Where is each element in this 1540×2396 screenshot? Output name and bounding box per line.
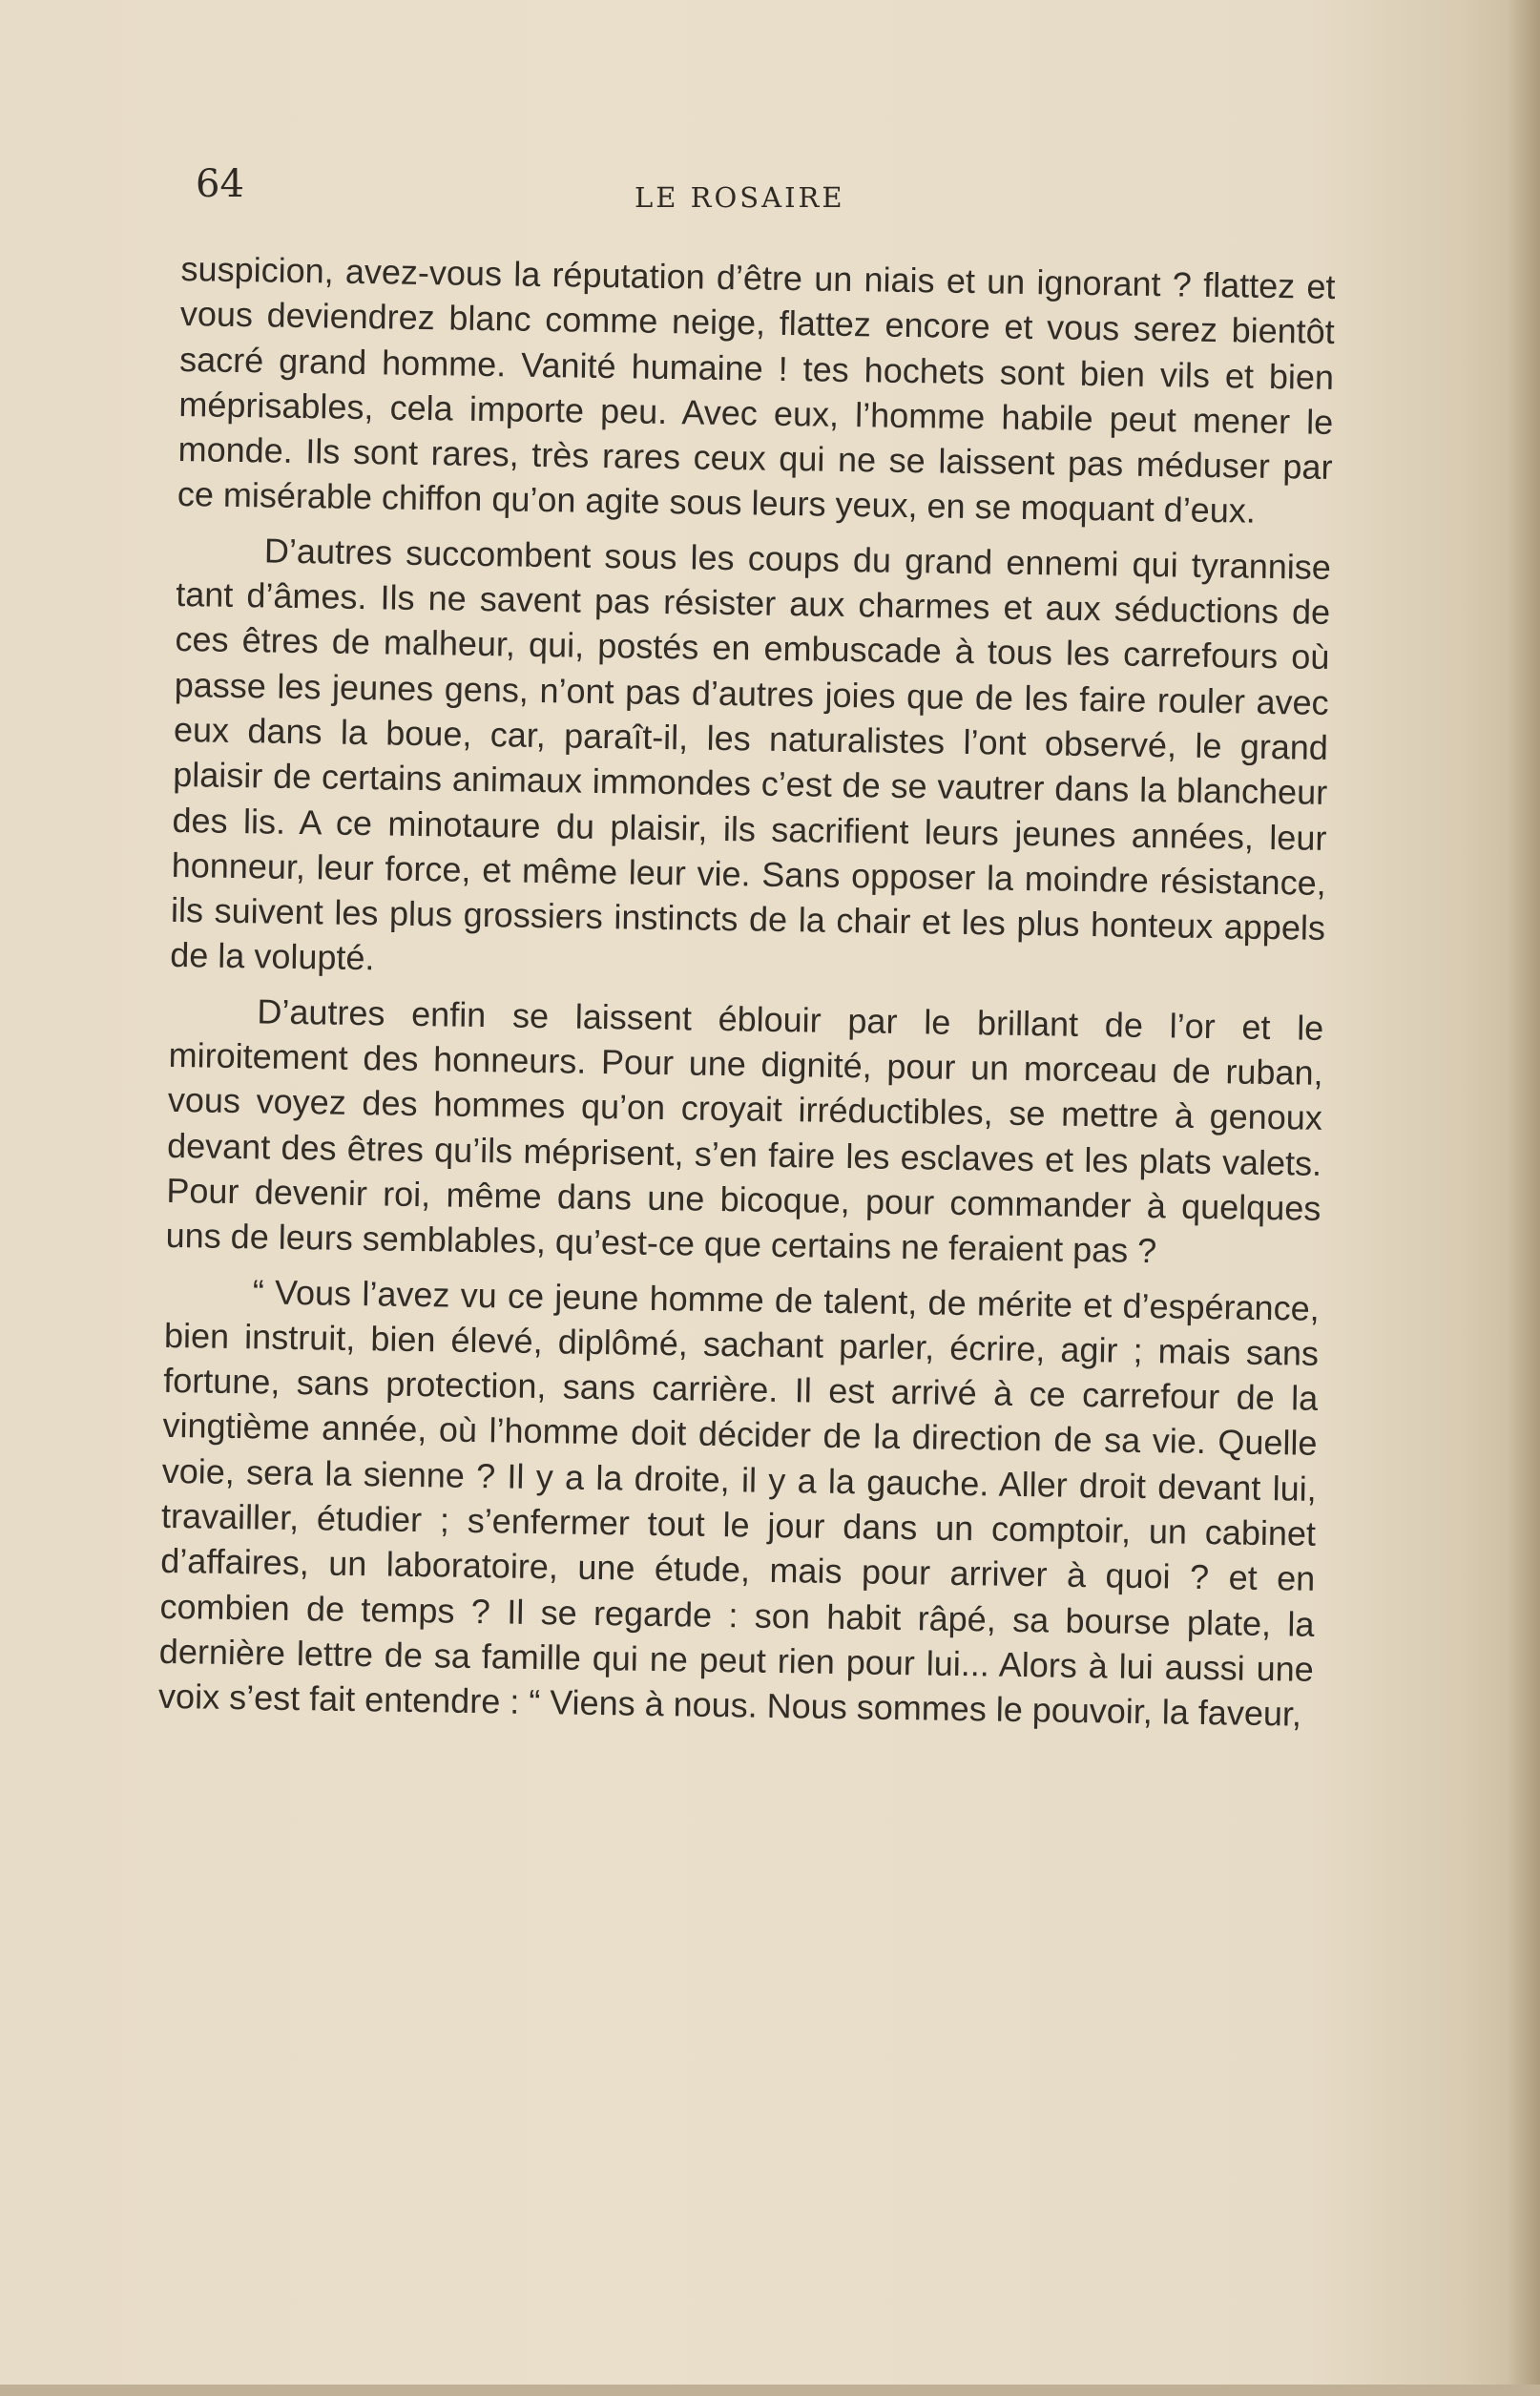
body-text	[158, 246, 1336, 1746]
paragraph-1: suspicion, avez-vous la réputation d’être un niais et un ignorant ? flattez et vous deviendrez blanc comme neige, flattez encore et vous serez bientôt sacré grand homme. Vanité humaine ! tes hochets sont bien vils et bien méprisables, cela importe peu. Avec eux, l’homme habile peut mener le monde. Ils sont rares, très rares ceux qui ne se laissent pas méduser par ce misérable chiffon qu’on agite sous leurs yeux, en se moquant d’eux.	[177, 248, 1336, 531]
running-title: LE ROSAIRE	[635, 181, 845, 214]
paragraph-4: “ Vous l’avez vu ce jeune homme de talent, de mérite et d’espérance, bien instruit, bien élevé, diplômé, sachant parler, écrire, agir ; mais sans fortune, sans protection, sans carrière. Il est arrivé à ce carrefour de la vingtième année, où l’homme doit décider de la direction de sa vie. Quelle voie, sera la sienne ? Il y a la droite, il y a la gauche. Aller droit devant lui, travailler, étudier ; s’enfermer tout le jour dans un comptoir, un cabinet d’affaires, un laboratoire, une étude, mais pour arriver à quoi ? et en combien de temps ? Il se regarde : son habit râpé, sa bourse plate, la dernière lettre de sa famille qui ne peut rien pour lui... Alors à lui aussi une voix s’est fait entendre : “ Viens à nous. Nous sommes le pouvoir, la faveur,	[157, 1271, 1320, 1734]
running-header	[196, 160, 1331, 218]
paragraph-3: D’autres enfin se laissent éblouir par le brillant de l’or et le miroitement des honneurs. Pour une dignité, pour un morceau de ruban, vous voyez des hommes qu’on croyait irréductibles, se mettre à genoux devant des êtres qu’ils méprisent, s’en faire les esclaves et les plats valets. Pour devenir roi, même dans une bicoque, pour commander à quelques uns de leurs semblables, qu’est-ce que certains ne feraient pas ?	[165, 991, 1324, 1271]
page-number: 64	[196, 162, 244, 206]
paragraph-2: D’autres succombent sous les coups du grand ennemi qui tyrannise tant d’âmes. Ils ne savent pas résister aux charmes et aux séductions de ces êtres de malheur, qui, postés en embuscade à tous les carrefours où passe les jeunes gens, n’ont pas d’autres joies que de les faire rouler avec eux dans la boue, car, paraît-il, les naturalistes l’ont observé, le grand plaisir de certains animaux immondes c’est de se vautrer dans la blancheur des lis. A ce minotaure du plaisir, ils sacrifient leurs jeunes années, leur honneur, leur force, et même leur vie. Sans opposer la moindre résistance, ils suivent les plus grossiers instincts de la chair et les plus honteux appels de la volupté.	[170, 531, 1332, 978]
scan-bottom-edge	[0, 2385, 1540, 2396]
page-edge-shadow	[1508, 0, 1540, 2396]
